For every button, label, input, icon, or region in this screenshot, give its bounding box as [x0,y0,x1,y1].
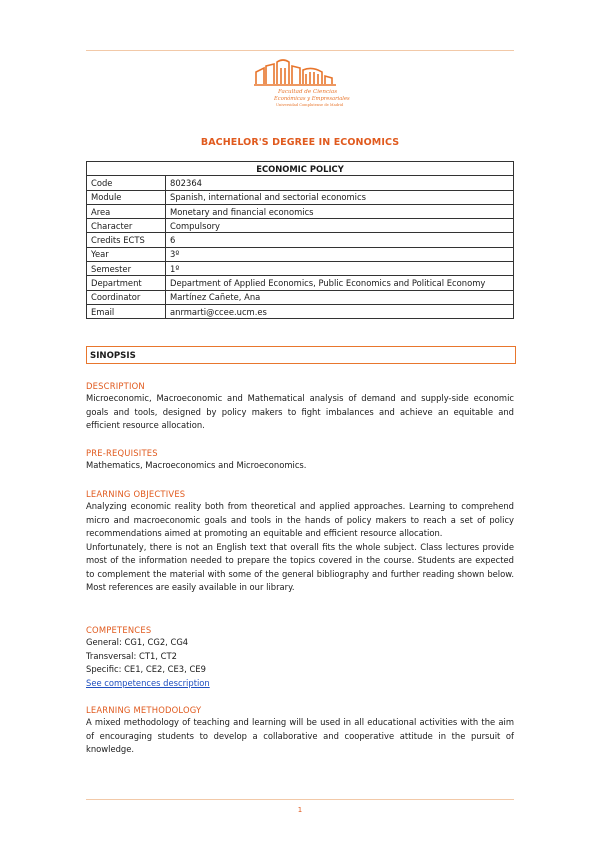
row-value: anrmarti@ccee.ucm.es [166,304,514,318]
row-label: Character [87,219,166,233]
svg-text:Económicas y Empresariales: Económicas y Empresariales [274,96,350,102]
methodology-text: A mixed methodology of teaching and learning will be used in all educational activities with the aim of encouraging students to develop a collaborative and cooperative attitude in the pursuit of knowledge. [86,717,514,754]
footer-rule [86,799,514,800]
competences-transversal: Transversal: CT1, CT2 [86,650,177,661]
row-label: Year [87,247,166,261]
sinopsis-section-header: SINOPSIS [86,346,516,364]
row-value: Monetary and financial economics [166,204,514,218]
table-row [87,204,514,218]
competences-specific: Specific: CE1, CE2, CE3, CE9 [86,664,206,674]
prerequisites-text: Mathematics, Macroeconomics and Microeconomics. [86,460,307,470]
competences-description-link[interactable]: See competences description [86,677,210,688]
table-row [87,304,514,318]
learning-objectives-paragraph-1: Analyzing economic reality both from theoretical and applied approaches. Learning to comprehend micro and macroeconomic goals and tools in the hands of policy makers to reach a set of policy recommendations aimed at promoting an equitable and efficient resource allocation. [86,501,514,538]
page-number: 1 [297,806,303,814]
svg-text:Facultad de Ciencias: Facultad de Ciencias [278,89,338,95]
learning-objectives-title: LEARNING OBJECTIVES [86,489,186,499]
row-label: Department [87,276,166,290]
row-label: Coordinator [87,290,166,304]
svg-text:Universidad Complutense de Mad: Universidad Complutense de Madrid [276,103,344,107]
table-row [87,262,514,276]
row-label: Area [87,204,166,218]
description-title: DESCRIPTION [86,381,145,391]
description-text: Microeconomic, Macroeconomic and Mathematical analysis of demand and supply-side economic goals and tools, designed by policy makers to fight imbalances and achieve an equitable and efficient resource allocation. [86,393,514,430]
prerequisites-title: PRE-REQUISITES [86,448,158,458]
table-row [87,233,514,247]
course-info-table [86,161,514,319]
degree-title: BACHELOR'S DEGREE IN ECONOMICS [200,137,400,148]
table-row [87,247,514,261]
description-section [86,380,514,433]
table-row [87,290,514,304]
row-value: Compulsory [166,219,514,233]
learning-objectives-paragraph-2: Unfortunately, there is not an English text that overall fits the whole subject. Class lectures provide most of the information needed to prepare the topics covered in the course. Students are expected to complement the material with some of the general bibliography and further reading shown below. Most references are easily available in our library. [86,541,514,592]
row-value: 3º [166,247,514,261]
table-row [87,276,514,290]
row-label: Email [87,304,166,318]
row-value: 1º [166,262,514,276]
methodology-title: LEARNING METHODOLOGY [86,705,202,715]
row-label: Credits ECTS [87,233,166,247]
competences-title: COMPETENCES [86,625,152,635]
table-row [87,176,514,190]
row-value: 6 [166,233,514,247]
row-label: Semester [87,262,166,276]
course-name: ECONOMIC POLICY [87,162,514,176]
competences-section [86,624,514,690]
learning-objectives-section [86,488,514,595]
faculty-logo [250,58,350,112]
table-row [87,219,514,233]
table-row [87,190,514,204]
row-label: Code [87,176,166,190]
row-label: Module [87,190,166,204]
row-value: Department of Applied Economics, Public Economics and Political Economy [166,276,514,290]
competences-general: General: CG1, CG2, CG4 [86,637,189,647]
row-value: Martínez Cañete, Ana [166,290,514,304]
methodology-section [86,704,514,757]
prerequisites-section [86,447,514,473]
row-value: 802364 [166,176,514,190]
row-value: Spanish, international and sectorial economics [166,190,514,204]
header-rule [86,50,514,51]
